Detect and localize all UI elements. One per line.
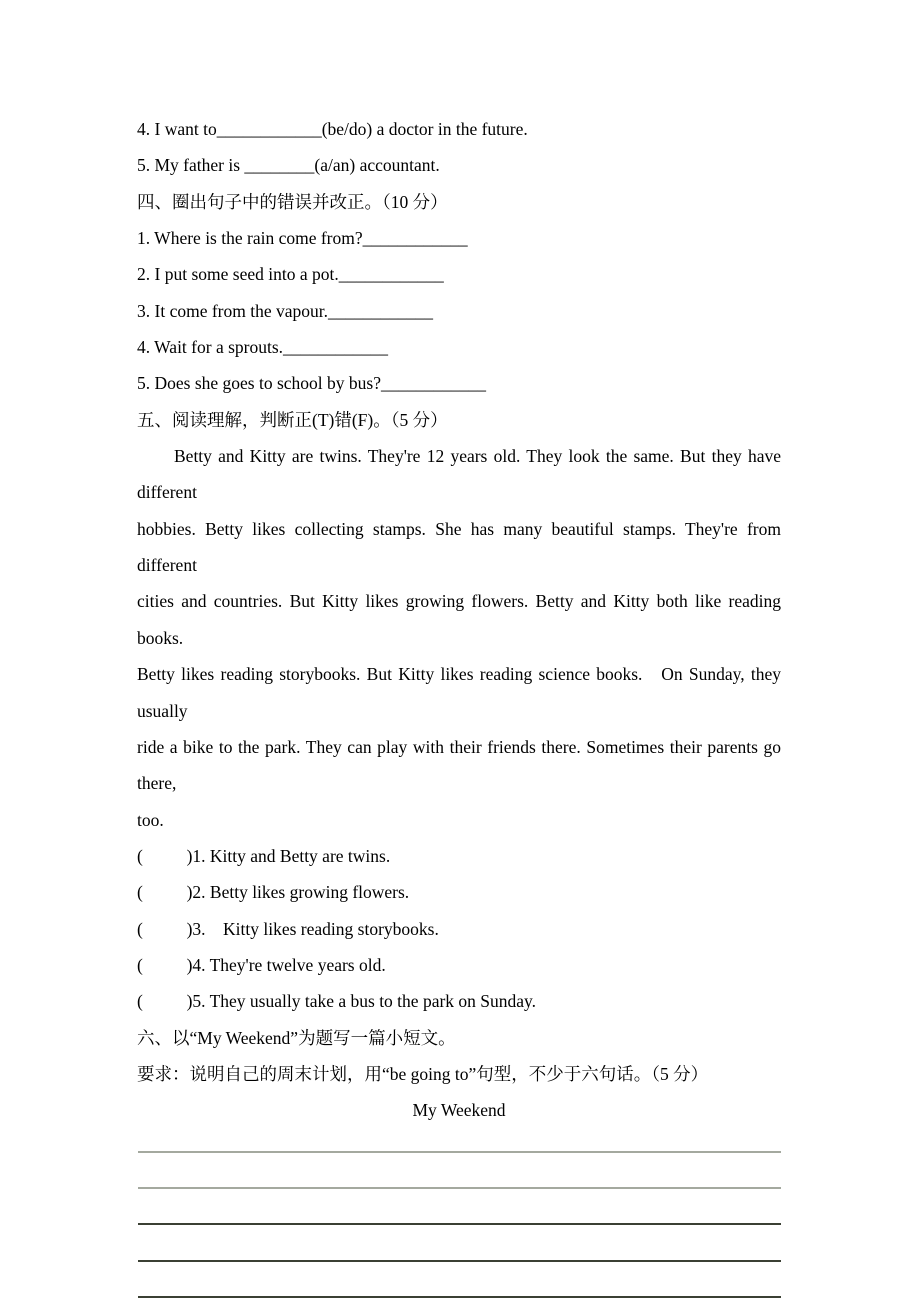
passage-line: too. <box>137 809 164 830</box>
error-correction-item: 2. I put some seed into a pot.____________ <box>137 264 444 285</box>
essay-writing-line <box>137 1201 781 1237</box>
error-correction-item: 4. Wait for a sprouts.____________ <box>137 337 389 358</box>
essay-writing-line <box>137 1165 781 1201</box>
error-correction-item: 3. It come from the vapour.____________ <box>137 300 433 321</box>
passage-line: hobbies. Betty likes collecting stamps. She has many beautiful stamps. They're from different <box>137 518 781 576</box>
tf-item: ( )4. They're twelve years old. <box>137 954 386 975</box>
passage-line: Betty likes reading storybooks. But Kitty likes reading science books. On Sunday, they usually <box>137 664 781 721</box>
fill-blank-item: 4. I want to____________(be/do) a doctor in the future. <box>137 119 528 139</box>
passage-line: cities and countries. But Kitty likes growing flowers. Betty and Kitty both like reading books. <box>137 591 781 648</box>
tf-item: ( )1. Kitty and Betty are twins. <box>137 845 391 866</box>
tf-item: ( )3. Kitty likes reading storybooks. <box>137 918 439 939</box>
exam-content <box>137 111 781 1302</box>
reading-passage <box>137 438 781 838</box>
passage-line: ride a bike to the park. They can play with their friends there. Sometimes their parents go there, <box>137 736 781 794</box>
section-four-heading: 四、圈出句子中的错误并改正。（10 分） <box>137 191 448 212</box>
essay-requirements: 要求：说明自己的周末计划，用“be going to”句型，不少于六句话。（5 分） <box>137 1063 709 1084</box>
essay-writing-line <box>137 1129 781 1165</box>
writing-line-rule <box>138 1151 781 1153</box>
writing-line-rule <box>138 1260 781 1262</box>
essay-title: My Weekend <box>412 1100 506 1121</box>
tf-item: ( )2. Betty likes growing flowers. <box>137 882 410 903</box>
essay-writing-line <box>137 1274 781 1302</box>
writing-line-rule <box>138 1187 781 1189</box>
writing-line-rule <box>138 1296 781 1298</box>
error-correction-item: 1. Where is the rain come from?____________ <box>137 228 468 249</box>
passage-line: Betty and Kitty are twins. They're 12 years old. They look the same. But they have different <box>137 446 781 503</box>
section-six-heading: 六、以“My Weekend”为题写一篇小短文。 <box>137 1027 456 1048</box>
section-five-heading: 五、阅读理解，判断正(T)错(F)。（5 分） <box>137 409 448 430</box>
essay-writing-line <box>137 1238 781 1274</box>
fill-blank-item: 5. My father is ________(a/an) accountant. <box>137 155 440 176</box>
writing-line-rule <box>138 1223 781 1225</box>
tf-item: ( )5. They usually take a bus to the park on Sunday. <box>137 991 537 1012</box>
essay-writing-area <box>137 1129 781 1302</box>
error-correction-item: 5. Does she goes to school by bus?____________ <box>137 373 487 394</box>
